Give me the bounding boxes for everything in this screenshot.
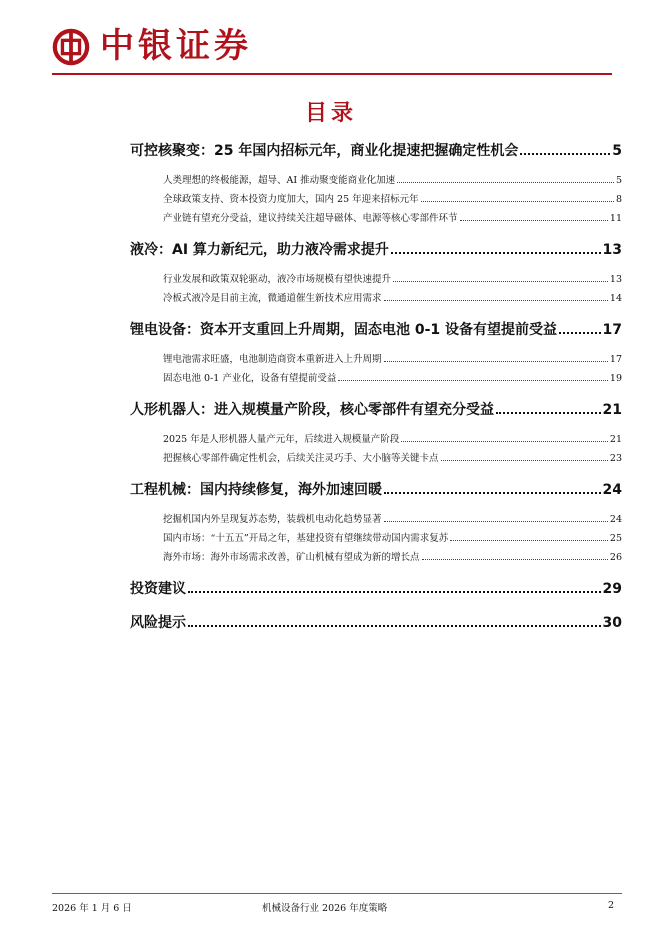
dot-leader [422,559,608,560]
dot-leader [401,441,608,442]
dot-leader [460,220,608,221]
dot-leader [393,281,608,282]
toc-item-title: 挖掘机国内外呈现复苏态势，装载机电动化趋势显著 [163,514,382,525]
toc-item-title: 人类理想的终极能源，超导、AI 推动聚变能商业化加速 [163,175,396,186]
dot-leader [559,332,600,334]
toc-item[interactable] [163,210,622,229]
toc-section-page: 5 [612,143,622,159]
toc-section[interactable] [130,140,622,164]
dot-leader [384,361,608,362]
dot-leader [188,625,601,627]
toc-section-page: 30 [602,615,622,631]
toc-item[interactable] [163,290,622,309]
toc-item-page: 13 [609,274,622,285]
toc-section[interactable] [130,239,622,263]
dot-leader [421,201,614,202]
toc-section-page: 21 [602,402,622,418]
footer-report-name: 机械设备行业 2026 年度策略 [262,903,388,914]
toc-item-title: 锂电池需求旺盛，电池制造商资本重新进入上升周期 [163,354,382,365]
toc-item[interactable] [163,351,622,370]
toc-item-page: 5 [615,175,622,186]
toc-item[interactable] [163,530,622,549]
toc-item-title: 2025 年是人形机器人量产元年，后续进入规模量产阶段 [163,434,400,445]
toc-item-title: 产业链有望充分受益，建议持续关注超导磁体、电源等核心零部件环节 [163,213,458,224]
toc-section-title: 投资建议 [130,581,186,597]
toc-title: 目录 [304,101,357,126]
bank-of-china-logo-icon [52,28,90,66]
brand-name: 中银证券 [100,26,252,66]
toc-section-page: 13 [602,242,622,258]
dot-leader [384,492,601,494]
toc-item-page: 19 [609,373,622,384]
toc-item[interactable] [163,172,622,191]
dot-leader [450,540,608,541]
toc-item[interactable] [163,431,622,450]
footer-date: 2026 年 1 月 6 日 [52,903,132,914]
dot-leader [384,521,608,522]
dot-leader [188,591,601,593]
page-header [52,24,612,68]
toc-section[interactable] [130,399,622,423]
toc-item-title: 国内市场：“十五五”开局之年，基建投资有望继续带动国内需求复苏 [163,533,449,544]
toc-item-title: 固态电池 0-1 产业化，设备有望提前受益 [163,373,337,384]
toc-section[interactable] [130,319,622,343]
table-of-contents [130,140,622,636]
toc-item[interactable] [163,549,622,568]
toc-section-page: 29 [602,581,622,597]
toc-item-page: 21 [609,434,622,445]
toc-section-page: 24 [602,482,622,498]
toc-item-title: 全球政策支持、资本投资力度加大，国内 25 年迎来招标元年 [163,194,419,205]
footer-divider [52,893,622,894]
toc-section-title: 风险提示 [130,615,186,631]
toc-item-page: 26 [609,552,622,563]
toc-section-title: 锂电设备：资本开支重回上升周期，固态电池 0-1 设备有望提前受益 [130,322,558,338]
footer-page-number: 2 [608,900,615,911]
toc-item-title: 冷板式液冷是目前主流，微通道催生新技术应用需求 [163,293,382,304]
toc-item-page: 8 [615,194,622,205]
toc-item[interactable] [163,370,622,389]
toc-item-page: 14 [609,293,622,304]
toc-item-page: 25 [609,533,622,544]
dot-leader [441,460,608,461]
dot-leader [397,182,614,183]
toc-item-page: 23 [609,453,622,464]
dot-leader [391,252,601,254]
dot-leader [384,300,608,301]
dot-leader [520,153,610,155]
header-divider [52,73,612,75]
toc-item-title: 海外市场：海外市场需求改善，矿山机械有望成为新的增长点 [163,552,420,563]
toc-item[interactable] [163,511,622,530]
dot-leader [496,412,601,414]
toc-section-title: 人形机器人：进入规模量产阶段，核心零部件有望充分受益 [130,402,494,418]
toc-item-title: 行业发展和政策双轮驱动，液冷市场规模有望快速提升 [163,274,392,285]
toc-section-title: 可控核聚变：25 年国内招标元年，商业化提速把握确定性机会 [130,143,519,159]
toc-item-title: 把握核心零部件确定性机会，后续关注灵巧手、大小脑等关键卡点 [163,453,439,464]
toc-section-title: 液冷：AI 算力新纪元，助力液冷需求提升 [130,242,389,258]
toc-item[interactable] [163,191,622,210]
toc-section[interactable] [130,578,622,602]
dot-leader [338,380,608,381]
toc-item-page: 17 [609,354,622,365]
toc-section[interactable] [130,479,622,503]
toc-section[interactable] [130,612,622,636]
toc-item[interactable] [163,271,622,290]
toc-item-page: 11 [609,213,622,224]
toc-section-title: 工程机械：国内持续修复，海外加速回暖 [130,482,382,498]
toc-item-page: 24 [609,514,622,525]
toc-item[interactable] [163,450,622,469]
toc-section-page: 17 [602,322,622,338]
